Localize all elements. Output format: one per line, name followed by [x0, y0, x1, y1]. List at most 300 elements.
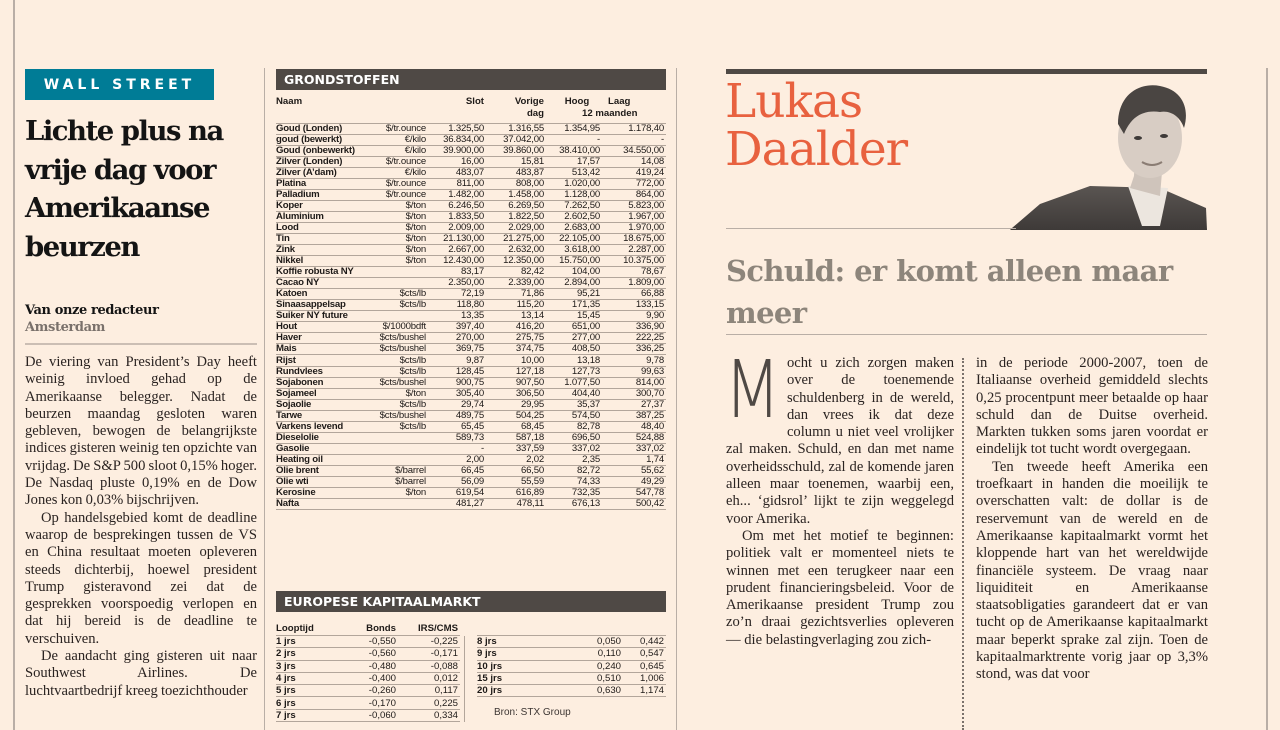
table-row — [276, 685, 460, 697]
table-row — [276, 167, 666, 178]
cell-name: Tin — [276, 233, 368, 244]
cell-close: 305,40 — [428, 388, 486, 399]
table-header-row — [276, 622, 460, 636]
cell-name: Lood — [276, 222, 368, 233]
cell-irs: -0,171 — [398, 648, 460, 660]
source-note: Bron: STX Group — [494, 707, 571, 718]
cell-high: 1.077,50 — [546, 377, 602, 388]
cell-irs: 0,117 — [398, 685, 460, 697]
cell-term: 2 jrs — [276, 648, 336, 660]
table-row — [276, 267, 666, 278]
article-body — [25, 354, 257, 700]
table-row — [276, 421, 666, 432]
table-row — [276, 388, 666, 399]
cell-unit: $/ton — [368, 256, 428, 267]
column-author — [725, 74, 908, 177]
cell-low: 27,37 — [602, 399, 666, 410]
cell-high: - — [546, 134, 602, 145]
table-row — [477, 648, 666, 660]
cell-high: 2.683,00 — [546, 222, 602, 233]
table-row — [276, 499, 666, 510]
cell-irs: 1,006 — [623, 672, 666, 684]
cell-bonds: 0,050 — [537, 636, 623, 648]
author-rule — [726, 228, 1016, 229]
cell-prev: 2.029,00 — [486, 222, 546, 233]
column-header-high-label: Hoog — [564, 96, 590, 107]
cell-bonds: -0,060 — [336, 709, 398, 721]
cell-name: Zilver (A’dam) — [276, 167, 368, 178]
cell-unit: $/barrel — [368, 477, 428, 488]
table-row — [276, 156, 666, 167]
cell-name: Goud (onbewerkt) — [276, 145, 368, 156]
table-row — [276, 477, 666, 488]
cell-high: 74,33 — [546, 477, 602, 488]
cell-prev: 1.458,00 — [486, 189, 546, 200]
cell-name: Dieselolie — [276, 432, 368, 443]
cell-prev: 337,59 — [486, 443, 546, 454]
cell-name: Katoen — [276, 289, 368, 300]
table-row — [276, 355, 666, 366]
cell-unit: €/kilo — [368, 134, 428, 145]
cell-prev: 907,50 — [486, 377, 546, 388]
cell-name: Tarwe — [276, 410, 368, 421]
column-paragraph: Om met het motief te beginnen: politiek valt er momenteel niets te winnen met een terugkeer naar een prudent financieringsbeleid. Voor de Amerikaanse president Trump zou zo’n draai gezichtsverlies opleveren — die belastingverlaging zou zich- — [726, 527, 954, 648]
cell-term: 5 jrs — [276, 685, 336, 697]
cell-irs: 0,334 — [398, 709, 460, 721]
table-row — [276, 311, 666, 322]
capital-market-title: EUROPESE KAPITAALMARKT — [276, 591, 666, 612]
table-row — [276, 134, 666, 145]
cell-name: Heating oil — [276, 454, 368, 465]
cell-prev: 504,25 — [486, 410, 546, 421]
cell-low: 524,88 — [602, 432, 666, 443]
cell-close: 13,35 — [428, 311, 486, 322]
table-row — [276, 660, 460, 672]
cell-high: 574,50 — [546, 410, 602, 421]
cell-prev: 483,87 — [486, 167, 546, 178]
cell-close: 1.833,50 — [428, 211, 486, 222]
cell-unit: $cts/bushel — [368, 410, 428, 421]
cell-unit: $cts/lb — [368, 399, 428, 410]
cell-irs: -0,088 — [398, 660, 460, 672]
cell-term: 9 jrs — [477, 648, 537, 660]
cell-low: 2.287,00 — [602, 245, 666, 256]
cell-low: 133,15 — [602, 300, 666, 311]
table-row — [276, 289, 666, 300]
cell-low: 387,25 — [602, 410, 666, 421]
cell-low: 772,00 — [602, 178, 666, 189]
cell-unit: €/kilo — [368, 145, 428, 156]
cell-name: Kerosine — [276, 488, 368, 499]
commodities-title: GRONDSTOFFEN — [276, 69, 666, 90]
cell-unit: $/ton — [368, 245, 428, 256]
table-row — [276, 200, 666, 211]
cell-term: 7 jrs — [276, 709, 336, 721]
table-row — [276, 709, 460, 721]
cell-high: 1.128,00 — [546, 189, 602, 200]
cell-unit: $cts/lb — [368, 421, 428, 432]
cell-high: 732,35 — [546, 488, 602, 499]
cell-high: 35,37 — [546, 399, 602, 410]
cell-close: 589,73 — [428, 432, 486, 443]
cell-close: 481,27 — [428, 499, 486, 510]
cell-close: 72,19 — [428, 289, 486, 300]
cell-bonds: 0,240 — [537, 660, 623, 672]
cell-term: 8 jrs — [477, 636, 537, 648]
column-header-close: Slot — [465, 96, 484, 107]
commodities-table — [276, 96, 666, 510]
cell-close: 369,75 — [428, 344, 486, 355]
byline — [25, 302, 255, 336]
column-divider — [13, 0, 15, 730]
cell-low: 419,24 — [602, 167, 666, 178]
cell-high: 1.020,00 — [546, 178, 602, 189]
cell-name: Mais — [276, 344, 368, 355]
cell-name: Varkens levend — [276, 421, 368, 432]
cell-name: Koper — [276, 200, 368, 211]
cell-low: 1.967,00 — [602, 211, 666, 222]
cell-term: 10 jrs — [477, 660, 537, 672]
table-row — [276, 399, 666, 410]
cell-name: goud (bewerkt) — [276, 134, 368, 145]
cell-prev: 808,00 — [486, 178, 546, 189]
cell-bonds: -0,400 — [336, 672, 398, 684]
byline-dateline: Amsterdam — [25, 320, 105, 335]
cell-bonds: -0,480 — [336, 660, 398, 672]
column-paragraph-text: ocht u zich zorgen maken over de toenemende schuldenberg in de wereld, dan vrees ik dat deze column u niet veel vrolijker zal maken. Schuld, en dan met name overheidsschuld, zal de komende jaren alleen maar toenemen, waarbij een, eh... ‘gidsrol’ lijkt te zijn weggelegd voor Amerika. — [726, 355, 954, 527]
capital-market-table-right — [477, 635, 666, 697]
cell-low: 336,90 — [602, 322, 666, 333]
cell-high: 171,35 — [546, 300, 602, 311]
table-row — [276, 123, 666, 134]
cell-irs: 0,645 — [623, 660, 666, 672]
cell-unit: $/ton — [368, 222, 428, 233]
column-divider — [676, 68, 677, 730]
cell-prev: 21.275,00 — [486, 233, 546, 244]
cell-high: 404,40 — [546, 388, 602, 399]
table-row — [276, 377, 666, 388]
table-row — [276, 145, 666, 156]
cell-unit: $cts/lb — [368, 289, 428, 300]
cell-close: 65,45 — [428, 421, 486, 432]
cell-low: 1.178,40 — [602, 123, 666, 134]
cell-prev: 587,18 — [486, 432, 546, 443]
cell-high: 2,35 — [546, 454, 602, 465]
cell-low: 99,63 — [602, 366, 666, 377]
capital-market-table-left — [276, 622, 460, 722]
table-row — [276, 697, 460, 709]
cell-unit: $/ton — [368, 388, 428, 399]
article-headline: Lichte plus na vrije dag voor Amerikaanse beurzen — [25, 115, 223, 263]
cell-irs: 1,174 — [623, 685, 666, 697]
cell-low: 48,40 — [602, 421, 666, 432]
cell-bonds: -0,550 — [336, 636, 398, 648]
cell-name: Sojaolie — [276, 399, 368, 410]
cell-prev: 478,11 — [486, 499, 546, 510]
table-row — [276, 333, 666, 344]
cell-low: 5.823,00 — [602, 200, 666, 211]
cell-high: 1.354,95 — [546, 123, 602, 134]
cell-low: 34.550,00 — [602, 145, 666, 156]
cell-low: 66,88 — [602, 289, 666, 300]
cell-high: 13,18 — [546, 355, 602, 366]
cell-unit: $cts/bushel — [368, 333, 428, 344]
table-row — [477, 672, 666, 684]
cell-high: 513,42 — [546, 167, 602, 178]
table-row — [477, 660, 666, 672]
cell-low: 55,62 — [602, 465, 666, 476]
cell-name: Sojabonen — [276, 377, 368, 388]
column-header-irs: IRS/CMS — [418, 622, 458, 634]
table-row — [276, 278, 666, 289]
cell-high: 15.750,00 — [546, 256, 602, 267]
cell-low: 78,67 — [602, 267, 666, 278]
column-header-prev — [486, 96, 546, 123]
cell-irs: 0,012 — [398, 672, 460, 684]
cell-name: Sinaasappelsap — [276, 300, 368, 311]
author-last-name: Daalder — [725, 122, 908, 177]
cell-low: 1.970,00 — [602, 222, 666, 233]
table-row — [276, 256, 666, 267]
cell-low: 300,70 — [602, 388, 666, 399]
cell-close: 619,54 — [428, 488, 486, 499]
cell-term: 15 jrs — [477, 672, 537, 684]
cell-high: 38.410,00 — [546, 145, 602, 156]
cell-bonds: 0,110 — [537, 648, 623, 660]
cell-close: 811,00 — [428, 178, 486, 189]
table-row — [477, 685, 666, 697]
cell-prev: 1.822,50 — [486, 211, 546, 222]
cell-high: 15,45 — [546, 311, 602, 322]
cell-prev: 71,86 — [486, 289, 546, 300]
cell-bonds: -0,170 — [336, 697, 398, 709]
cell-name: Rundvlees — [276, 366, 368, 377]
cell-unit: $/tr.ounce — [368, 123, 428, 134]
cell-high: 2.894,00 — [546, 278, 602, 289]
table-divider — [464, 636, 465, 722]
byline-author: Van onze redacteur — [25, 303, 159, 318]
cell-prev: 2.339,00 — [486, 278, 546, 289]
cell-unit: $/ton — [368, 211, 428, 222]
cell-unit: $cts/lb — [368, 355, 428, 366]
cell-prev: 6.269,50 — [486, 200, 546, 211]
cell-name: Platina — [276, 178, 368, 189]
cell-close: 39.900,00 — [428, 145, 486, 156]
cell-unit: $/barrel — [368, 465, 428, 476]
table-row — [276, 211, 666, 222]
column-divider — [1266, 68, 1268, 730]
cell-name: Suiker NY future — [276, 311, 368, 322]
cell-unit: $cts/lb — [368, 366, 428, 377]
cell-high: 17,57 — [546, 156, 602, 167]
cell-high: 82,72 — [546, 465, 602, 476]
cell-close: 6.246,50 — [428, 200, 486, 211]
cell-prev: 39.860,00 — [486, 145, 546, 156]
cell-prev: 15,81 — [486, 156, 546, 167]
table-row — [276, 233, 666, 244]
cell-unit: $/tr.ounce — [368, 178, 428, 189]
cell-close: 12.430,00 — [428, 256, 486, 267]
cell-prev: 12.350,00 — [486, 256, 546, 267]
column-header-term: Looptijd — [276, 622, 314, 634]
table-row — [276, 636, 460, 648]
cell-term: 6 jrs — [276, 697, 336, 709]
cell-high: 696,50 — [546, 432, 602, 443]
table-row — [276, 454, 666, 465]
cell-close: 2.350,00 — [428, 278, 486, 289]
cell-name: Zilver (Londen) — [276, 156, 368, 167]
cell-prev: 616,89 — [486, 488, 546, 499]
table-row — [276, 222, 666, 233]
table-row — [276, 410, 666, 421]
cell-close: 83,17 — [428, 267, 486, 278]
cell-prev: 115,20 — [486, 300, 546, 311]
section-kicker: WALL STREET — [25, 69, 214, 100]
table-row — [276, 465, 666, 476]
cell-term: 20 jrs — [477, 685, 537, 697]
cell-high: 676,13 — [546, 499, 602, 510]
table-row — [276, 245, 666, 256]
cell-unit — [368, 267, 428, 278]
cell-close: 36.834,00 — [428, 134, 486, 145]
cell-low: 14,08 — [602, 156, 666, 167]
cell-close: 29,74 — [428, 399, 486, 410]
column-header-bonds: Bonds — [366, 622, 396, 634]
byline-rule — [25, 343, 257, 345]
cell-unit — [368, 499, 428, 510]
cell-low: 18.675,00 — [602, 233, 666, 244]
cell-bonds: -0,560 — [336, 648, 398, 660]
cell-unit — [368, 432, 428, 443]
table-row — [276, 648, 460, 660]
cell-low: 9,78 — [602, 355, 666, 366]
cell-low: 10.375,00 — [602, 256, 666, 267]
cell-close: 2.667,00 — [428, 245, 486, 256]
table-row — [276, 672, 460, 684]
cell-close: 21.130,00 — [428, 233, 486, 244]
cell-irs: 0,547 — [623, 648, 666, 660]
cell-prev: 13,14 — [486, 311, 546, 322]
cell-high: 3.618,00 — [546, 245, 602, 256]
author-first-name: Lukas — [725, 74, 863, 129]
cell-irs: 0,225 — [398, 697, 460, 709]
cell-close: 56,09 — [428, 477, 486, 488]
cell-high: 337,02 — [546, 443, 602, 454]
column-paragraph: in de periode 2000-2007, toen de Italiaanse overheid gemiddeld slechts 0,25 procentpunt meer betaalde op haar schuld dan de Duitse overheid. Markten tukken soms jaren voordat er eindelijk tot tucht wordt overgegaan. — [976, 355, 1208, 458]
cell-high: 651,00 — [546, 322, 602, 333]
cell-low: - — [602, 134, 666, 145]
cell-name: Palladium — [276, 189, 368, 200]
cell-low: 337,02 — [602, 443, 666, 454]
column-header-unit — [368, 96, 428, 123]
cell-bonds: 0,630 — [537, 685, 623, 697]
cell-name: Aluminium — [276, 211, 368, 222]
cell-close: 270,00 — [428, 333, 486, 344]
cell-high: 2.602,50 — [546, 211, 602, 222]
cell-prev: 127,18 — [486, 366, 546, 377]
cell-prev: 82,42 — [486, 267, 546, 278]
cell-low: 1.809,00 — [602, 278, 666, 289]
column-dotted-divider — [962, 358, 964, 730]
cell-low: 1,74 — [602, 454, 666, 465]
cell-unit — [368, 311, 428, 322]
cell-name: Haver — [276, 333, 368, 344]
table-row — [477, 636, 666, 648]
headline-rule — [726, 334, 1207, 335]
cell-low: 9,90 — [602, 311, 666, 322]
cell-low: 500,42 — [602, 499, 666, 510]
table-row — [276, 488, 666, 499]
cell-prev: 275,75 — [486, 333, 546, 344]
cell-close: 1.325,50 — [428, 123, 486, 134]
cell-prev: 10,00 — [486, 355, 546, 366]
cell-irs: -0,225 — [398, 636, 460, 648]
cell-name: Olie brent — [276, 465, 368, 476]
column-header-period: 12 maanden — [582, 108, 638, 119]
cell-low: 814,00 — [602, 377, 666, 388]
cell-high: 104,00 — [546, 267, 602, 278]
cell-close: 2.009,00 — [428, 222, 486, 233]
cell-unit: $/1000bdft — [368, 322, 428, 333]
cell-close: - — [428, 443, 486, 454]
cell-close: 397,40 — [428, 322, 486, 333]
cell-prev: 306,50 — [486, 388, 546, 399]
cell-unit: $/ton — [368, 200, 428, 211]
cell-high: 277,00 — [546, 333, 602, 344]
cell-close: 128,45 — [428, 366, 486, 377]
cell-name: Rijst — [276, 355, 368, 366]
cell-prev: 66,50 — [486, 465, 546, 476]
table-row — [276, 300, 666, 311]
column-header-low-label: Laag — [608, 96, 631, 107]
cell-unit — [368, 278, 428, 289]
cell-prev: 55,59 — [486, 477, 546, 488]
cell-prev: 37.042,00 — [486, 134, 546, 145]
cell-close: 2,00 — [428, 454, 486, 465]
column-paragraph — [724, 343, 954, 528]
author-photo — [1010, 76, 1207, 230]
cell-high: 127,73 — [546, 366, 602, 377]
cell-close: 16,00 — [428, 156, 486, 167]
cell-low: 49,29 — [602, 477, 666, 488]
cell-close: 9,87 — [428, 355, 486, 366]
cell-name: Nikkel — [276, 256, 368, 267]
column-paragraph: Ten tweede heeft Amerika een troefkaart in handen die moeilijk te overschatten valt: de dollar is de reservemunt van de wereld en de Amerikaanse kapitaalmarkt vormt het kloppende hart van het wereldwijde financiële systeem. De vraag naar liquiditeit en Amerikaanse staatsobligaties garandeert dat er van tucht op de Amerikaanse kapitaalmarkt maar beperkt sprake zal zijn. Toen de kapitaalmarktrente vorig jaar op 3,3% stond, was dat voor — [976, 458, 1208, 683]
cell-low: 222,25 — [602, 333, 666, 344]
cell-prev: 68,45 — [486, 421, 546, 432]
table-row — [276, 178, 666, 189]
table-row — [276, 432, 666, 443]
cell-name: Goud (Londen) — [276, 123, 368, 134]
cell-name: Cacao NY — [276, 278, 368, 289]
article-paragraph: De viering van President’s Day heeft weinig invloed gehad op de Amerikaanse belegger. Nadat de beurzen maandag gesloten waren gebleven, bewogen de belangrijkste indices gisteren weinig ten opzichte van vrijdag. De S&P 500 sloot 0,15% hoger. De Nasdaq pluste 0,19% en de Dow Jones kon 0,03% bijschrijven. — [25, 354, 257, 509]
table-row — [276, 443, 666, 454]
table-row — [276, 189, 666, 200]
column-body-right — [976, 355, 1208, 684]
cell-name: Koffie robusta NY — [276, 267, 368, 278]
cell-close: 489,75 — [428, 410, 486, 421]
cell-prev: 416,20 — [486, 322, 546, 333]
cell-unit: $cts/bushel — [368, 377, 428, 388]
article-paragraph: De aandacht ging gisteren uit naar Southwest Airlines. De luchtvaartbedrijf kreeg toezichthouder — [25, 648, 257, 699]
column-header-prev-label: Vorige dag — [514, 96, 544, 119]
cell-term: 3 jrs — [276, 660, 336, 672]
cell-unit: $cts/bushel — [368, 344, 428, 355]
cell-close: 900,75 — [428, 377, 486, 388]
cell-prev: 29,95 — [486, 399, 546, 410]
table-row — [276, 344, 666, 355]
cell-unit: $/tr.ounce — [368, 156, 428, 167]
